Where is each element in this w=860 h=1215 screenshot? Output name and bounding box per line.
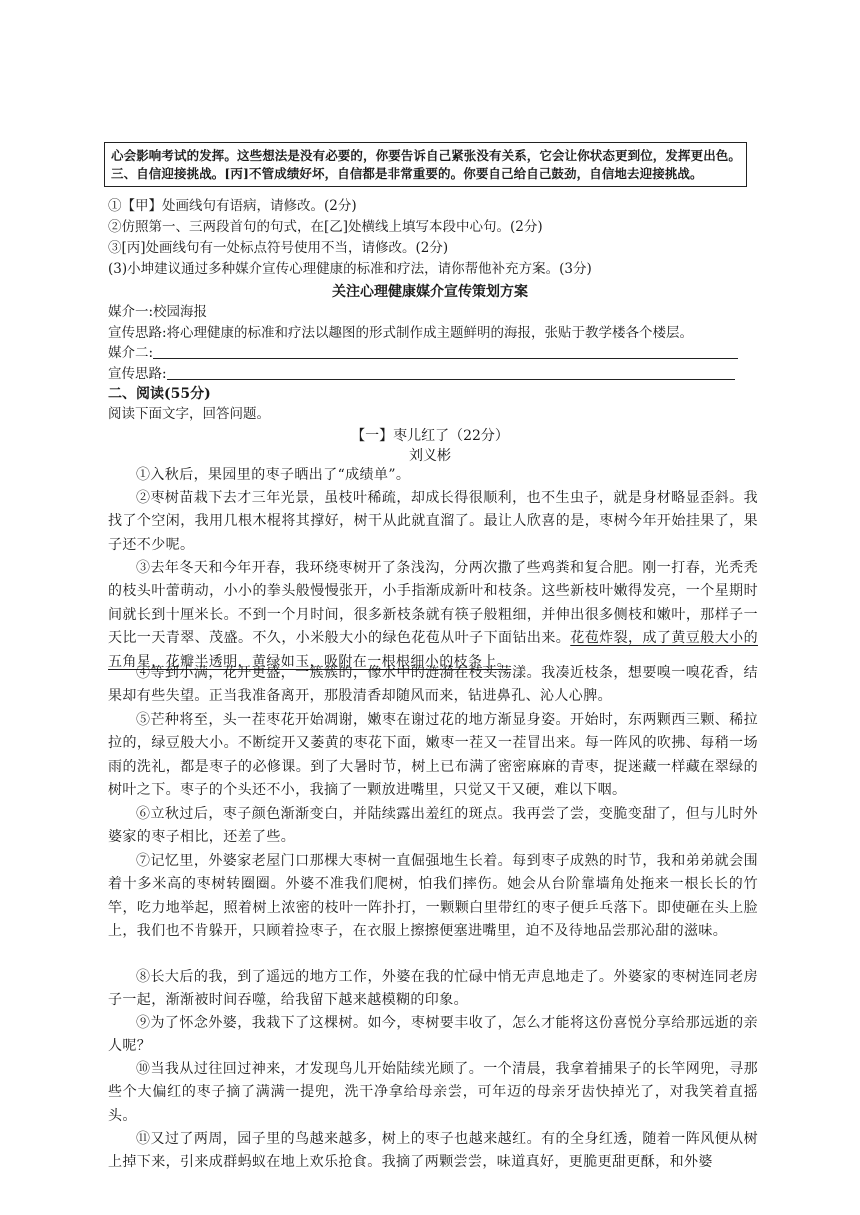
boxed-line-2: 三、自信迎接挑战。[丙]不管成绩好坏，自信都是非常重要的。你要自己给自己鼓劲，自信地去迎接挑战。	[111, 166, 703, 181]
plan-idea-2-row	[108, 364, 735, 384]
article-paragraph-7: ⑦记忆里，外婆家老屋门口那棵大枣树一直倔强地生长着。每到枣子成熟的时节，我和弟弟就会围着十多米高的枣树转圈圈。外婆不准我们爬树，怕我们摔伤。她会从台阶靠墙角处拖来一根长长的竹竿，吃力地举起，照着树上浓密的枝叶一阵扑打，一颗颗白里带红的枣子便乒乓落下。即使砸在头上脸上，我们也不肯躲开，只顾着捡枣子，在衣服上擦擦便塞进嘴里，迫不及待地品尝那沁甜的滋味。	[108, 853, 758, 940]
underlined-sentence: 花苞炸裂，成了黄豆般大小的五角星，花瓣半透明，黄绿如玉，吸附在一根根细小的枝条上。	[108, 630, 758, 670]
paragraph-3-text: ③去年冬天和今年开春，我环绕枣树开了条浅沟，分两次撒了些鸡粪和复合肥。刚一打春，光秃秃的枝头叶蕾萌动，小小的拳头般慢慢张开，小手指渐成新叶和枝条。这些新枝叶嫩得发亮，一个星期时间就长到十厘米长。不到一个月时间，很多新枝条就有筷子般粗细，并伸出很多侧枝和嫩叶，那样子一天比一天青翠、茂盛。不久，小米般大小的绿色花苞从叶子下面钻出来。	[108, 560, 758, 647]
section-heading: 二、阅读(55分)	[108, 386, 211, 402]
article-paragraph-3	[108, 557, 758, 674]
answer-blank-idea[interactable]	[167, 365, 735, 380]
plan-title: 关注心理健康媒介宣传策划方案	[332, 284, 528, 300]
question-3: ③[丙]处画线句有一处标点符号使用不当，请修改。(2分)	[108, 240, 449, 256]
plan-media-2-label: 媒介二:	[108, 345, 154, 361]
article-paragraph-8: ⑧长大后的我，到了遥远的地方工作，外婆在我的忙碌中悄无声息地走了。外婆家的枣树连同老房子一起，渐渐被时间吞噬，给我留下越来越模糊的印象。	[108, 969, 758, 1009]
article-paragraph-1: ①入秋后，果园里的枣子晒出了“成绩单”。	[136, 467, 411, 483]
plan-idea-2-label: 宣传思路:	[108, 366, 167, 382]
article-paragraph-9: ⑨为了怀念外婆，我栽下了这棵树。如今，枣树要丰收了，怎么才能将这份喜悦分享给那远逝的亲人呢？	[108, 1015, 758, 1055]
article-author: 刘义彬	[409, 448, 451, 464]
article-paragraph-11: ⑪又过了两周，园子里的鸟越来越多，树上的枣子也越来越红。有的全身红透，随着一阵风便从树上掉下来，引来成群蚂蚁在地上欢乐抢食。我摘了两颗尝尝，味道真好，更脆更甜更酥，和外婆	[108, 1131, 758, 1171]
boxed-passage-excerpt	[104, 142, 747, 187]
article-paragraph-4: ④等到小满，花开更盛，一簇簇的，像水中的涟漪在枝头荡漾。我凑近枝条，想要嗅一嗅花香，结果却有些失望。正当我准备离开，那股清香却随风而来，钻进鼻孔、沁人心脾。	[108, 665, 758, 705]
question-4: (3)小坤建议通过多种媒介宣传心理健康的标准和疗法，请你帮他补充方案。(3分)	[108, 261, 592, 277]
article-paragraph-6: ⑥立秋过后，枣子颜色渐渐变白，并陆续露出羞红的斑点。我再尝了尝，变脆变甜了，但与儿时外婆家的枣子相比，还差了些。	[108, 806, 758, 846]
boxed-line-1: 心会影响考试的发挥。这些想法是没有必要的，你要告诉自己紧张没有关系，它会让你状态更到位，发挥更出色。	[111, 148, 742, 163]
plan-media-1: 媒介一:校园海报	[108, 304, 208, 320]
article-paragraph-10: ⑩当我从过往回过神来，才发现鸟儿开始陆续光顾了。一个清晨，我拿着捕果子的长竿网兜，寻那些个大偏红的枣子摘了满满一提兜，洗干净拿给母亲尝，可年迈的母亲牙齿快掉光了，对我笑着直摇头。	[108, 1061, 758, 1124]
answer-blank-media[interactable]	[153, 344, 738, 359]
article-paragraph-5: ⑤芒种将至，头一茬枣花开始凋谢，嫩枣在谢过花的地方渐显身姿。开始时，东两颗西三颗、稀拉拉的，绿豆般大小。不断绽开又萎黄的枣花下面，嫩枣一茬又一茬冒出来。每一阵风的吹拂、每稍一场雨的洗礼，都是枣子的必修课。到了大暑时节，树上已布满了密密麻麻的青枣，捉迷藏一样藏在翠绿的树叶之下。枣子的个头还不小，我摘了一颗放进嘴里，只觉又干又硬，难以下咽。	[108, 712, 758, 799]
plan-media-2-row	[108, 343, 738, 363]
plan-idea-1: 宣传思路:将心理健康的标准和疗法以趣图的形式制作成主题鲜明的海报，张贴于教学楼各个楼层。	[108, 325, 694, 341]
question-2: ②仿照第一、三两段首句的句式，在[乙]处横线上填写本段中心句。(2分)	[108, 219, 543, 235]
article-paragraph-2: ②枣树苗栽下去才三年光景，虽枝叶稀疏，却成长得很顺利，也不生虫子，就是身材略显歪斜。我找了个空闲，我用几根木棍将其撑好，树干从此就直溜了。最让人欣喜的是，枣树今年开始挂果了，果子还不少呢。	[108, 490, 758, 553]
section-instruction: 阅读下面文字，回答问题。	[108, 406, 270, 422]
question-1: ①【甲】处画线句有语病，请修改。(2分)	[108, 198, 357, 214]
article-title: 【一】枣儿红了（22分）	[351, 428, 509, 444]
